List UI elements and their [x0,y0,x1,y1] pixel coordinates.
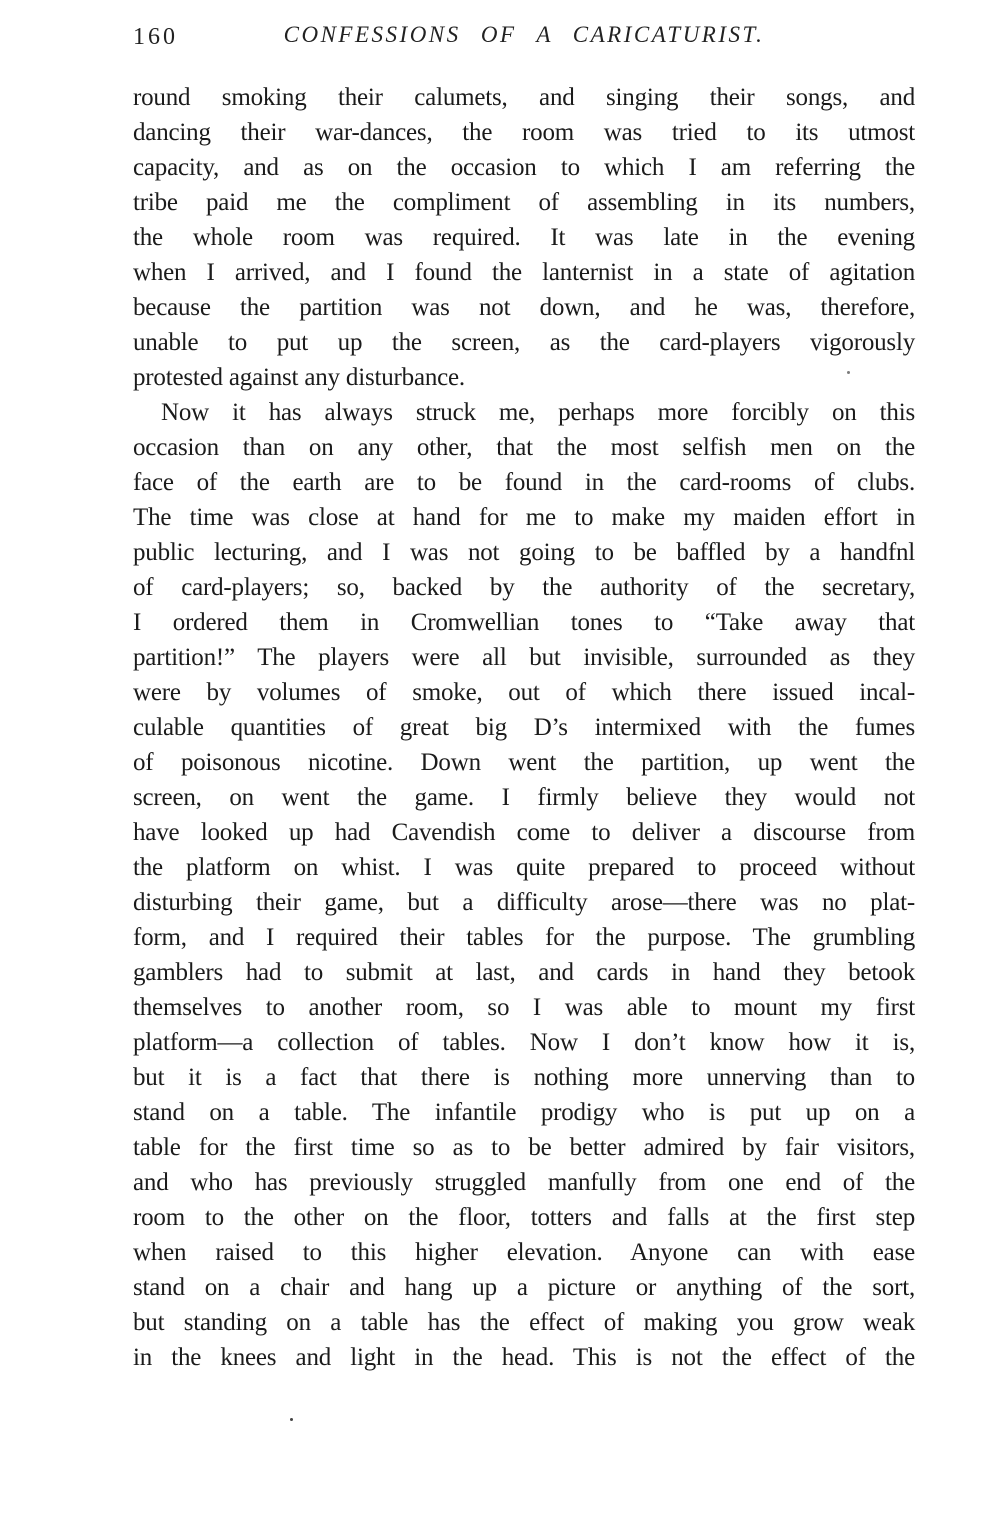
text-line: platform—a collection of tables. Now I don’t know how it is, [133,1029,915,1056]
text-line: culable quantities of great big D’s intermixed with the fumes [133,714,915,741]
text-line: stand on a chair and hang up a picture or anything of the sort, [133,1274,915,1301]
text-line: the whole room was required. It was late in the evening [133,224,915,251]
text-line: stand on a table. The infantile prodigy who is put up on a [133,1099,915,1126]
text-line: in the knees and light in the head. This is not the effect of the [133,1344,915,1371]
text-line: protested against any disturbance. [133,364,465,391]
text-line: but standing on a table has the effect of making you grow weak [133,1309,915,1336]
body-text [133,80,915,1375]
text-line: public lecturing, and I was not going to be baffled by a handfnl [133,539,915,566]
text-line: but it is a fact that there is nothing more unnerving than to [133,1064,915,1091]
page-header [133,22,915,56]
text-line: when I arrived, and I found the lanternist in a state of agitation [133,259,915,286]
text-line: The time was close at hand for me to make my maiden effort in [133,504,915,531]
text-line: of poisonous nicotine. Down went the partition, up went the [133,749,915,776]
text-line: unable to put up the screen, as the card-players vigorously [133,329,915,356]
text-line: screen, on went the game. I firmly believe they would not [133,784,915,811]
ink-speck [290,1418,293,1421]
text-line: the platform on whist. I was quite prepared to proceed without [133,854,915,881]
text-line: round smoking their calumets, and singing their songs, and [133,84,915,111]
text-line: dancing their war-dances, the room was tried to its utmost [133,119,915,146]
text-line: when raised to this higher elevation. Anyone can with ease [133,1239,915,1266]
text-line: and who has previously struggled manfully from one end of the [133,1169,915,1196]
text-line: occasion than on any other, that the most selfish men on the [133,434,915,461]
text-line: disturbing their game, but a difficulty arose—there was no plat- [133,889,915,916]
page-number: 160 [133,24,178,50]
text-line: partition!” The players were all but invisible, surrounded as they [133,644,915,671]
text-line: room to the other on the floor, totters and falls at the first step [133,1204,915,1231]
text-line: capacity, and as on the occasion to which I am referring the [133,154,915,181]
text-line: gamblers had to submit at last, and cards in hand they betook [133,959,915,986]
text-line: tribe paid me the compliment of assembling in its numbers, [133,189,915,216]
text-line: were by volumes of smoke, out of which there issued incal- [133,679,915,706]
text-line: form, and I required their tables for the purpose. The grumbling [133,924,915,951]
text-line: face of the earth are to be found in the card-rooms of clubs. [133,469,915,496]
running-title: CONFESSIONS OF A CARICATURIST. [283,22,765,47]
ink-speck [847,371,850,374]
text-line: themselves to another room, so I was able to mount my first [133,994,915,1021]
text-line: have looked up had Cavendish come to deliver a discourse from [133,819,915,846]
text-line: because the partition was not down, and he was, therefore, [133,294,915,321]
text-line: Now it has always struck me, perhaps more forcibly on this [161,399,915,426]
text-line: table for the first time so as to be better admired by fair visitors, [133,1134,915,1161]
text-line: I ordered them in Cromwellian tones to “Take away that [133,609,915,636]
text-line: of card-players; so, backed by the authority of the secretary, [133,574,915,601]
